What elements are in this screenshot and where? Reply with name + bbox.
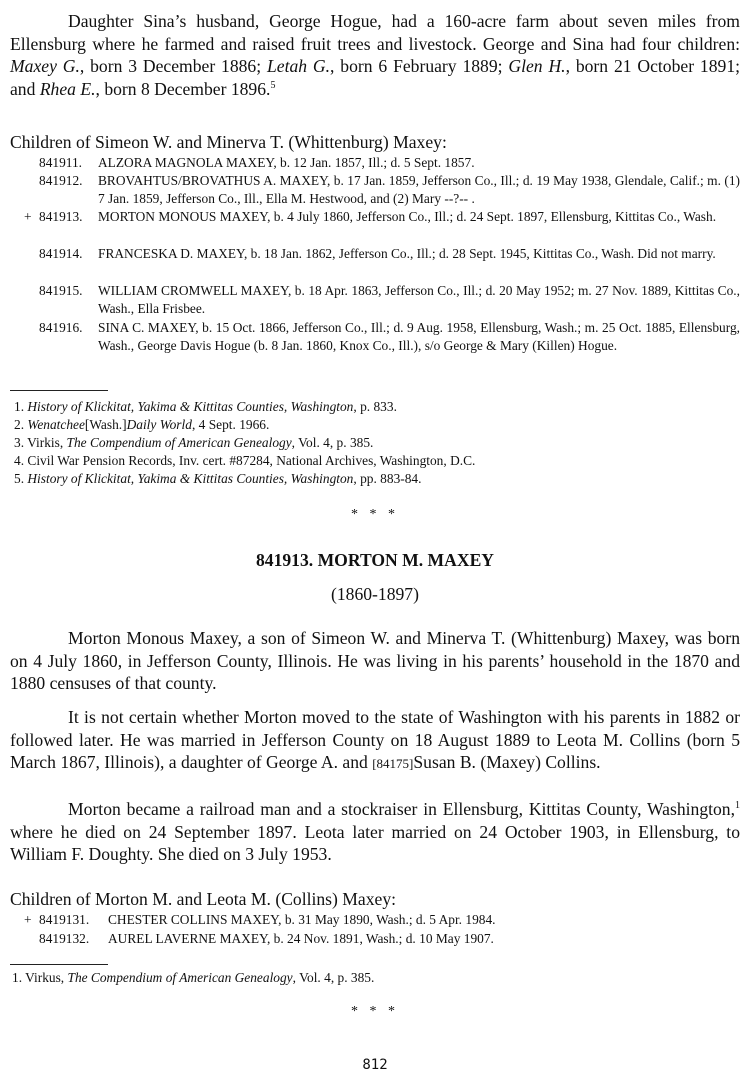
footnote: 1. Virkus, The Compendium of American Genealogy, Vol. 4, p. 385.: [12, 970, 375, 985]
children-intro-morton: Children of Morton M. and Leota M. (Collins) Maxey:: [10, 889, 397, 909]
paragraph-morton-death: Morton became a railroad man and a stockraiser in Ellensburg, Kittitas County, Washington,$^1$ where he died on 24 September 1897. Leota later married on 24 October 1903, in Ellensburg, to William F. Doughty. She died on 3 July 1953.: [10, 799, 740, 865]
footnote: 5. History of Klickitat, Yakima & Kittitas Counties, Washington, pp. 883-84.: [14, 471, 422, 486]
section-separator: * * *: [351, 1004, 399, 1019]
paragraph-morton-marriage: It is not certain whether Morton moved to the state of Washington with his parents in 1882 or followed later. He was married in Jefferson County on 18 August 1889 to Leota M. Collins (born 5 March 1867, Illinois), a daughter of George A. and [84175]Susan B. (Maxey) Collins.: [10, 707, 740, 773]
child-entry: + 8419131. CHESTER COLLINS MAXEY, b. 31 May 1890, Wash.; d. 5 Apr. 1984.: [24, 912, 496, 927]
page-number: 812: [362, 1057, 388, 1073]
section-heading: 841913. MORTON M. MAXEY: [255, 550, 495, 570]
footnote-ref-5: 5: [270, 79, 276, 91]
footnote-rule: [10, 390, 108, 391]
paragraph-morton-birth: Morton Monous Maxey, a son of Simeon W. and Minerva T. (Whittenburg) Maxey, was born on 4 July 1860, in Jefferson County, Illinois. He was living in his parents’ household in the 1870 and 1880 censuses of that county.: [10, 628, 740, 694]
footnote: 2. Wenatchee[Wash.]Daily World, 4 Sept. 1966.: [14, 417, 270, 432]
paragraph-sina-hogue: Daughter Sina’s husband, George Hogue, had a 160-acre farm about seven miles from Ellensburg where he farmed and raised fruit trees and livestock. George and Sina had four children: Maxey G., born 3 December 1886; Letah G., born 6 February 1889; Glen H., born 21 October 1891; and Rhea E., born 8 December 1896.$^5$: [10, 11, 741, 99]
child-entry: 841914. FRANCESKA D. MAXEY, b. 18 Jan. 1862, Jefferson Co., Ill.; d. 28 Sept. 1945, Kittitas Co., Wash. Did not marry.: [39, 246, 716, 261]
child-entry: 841916. SINA C. MAXEY, b. 15 Oct. 1866, Jefferson Co., Ill.; d. 9 Aug. 1958, Ellensburg, Wash.; m. 25 Oct. 1885, Ellensburg, Wash., George Davis Hogue (b. 8 Jan. 1860, Knox Co., Ill.), s/o George & Mary (Killen) Hogue.: [39, 320, 740, 353]
cross-reference: [84175]: [372, 756, 414, 772]
footnote-ref-1: 1: [735, 800, 740, 812]
child-entry: 841911. ALZORA MAGNOLA MAXEY, b. 12 Jan. 1857, Ill.; d. 5 Sept. 1857.: [39, 155, 475, 170]
child-entry: + 841913. MORTON MONOUS MAXEY, b. 4 July 1860, Jefferson Co., Ill.; d. 24 Sept. 1897, Ellensburg, Kittitas Co., Wash.: [24, 209, 717, 224]
section-dates: (1860-1897): [331, 584, 419, 604]
footnote: 4. Civil War Pension Records, Inv. cert. #87284, National Archives, Washington, D.C.: [14, 453, 476, 468]
footnote-rule: [10, 964, 108, 965]
child-entry: 8419132. AUREL LAVERNE MAXEY, b. 24 Nov. 1891, Wash.; d. 10 May 1907.: [39, 931, 494, 946]
footnote: 3. Virkis, The Compendium of American Genealogy, Vol. 4, p. 385.: [14, 435, 374, 450]
section-separator: * * *: [351, 507, 399, 522]
child-entry: 841912. BROVAHTUS/BROVATHUS A. MAXEY, b. 17 Jan. 1859, Jefferson Co., Ill.; d. 19 May 1938, Glendale, Calif.; m. (1) 7 Jan. 1859, Jefferson Co., Ill., Ella M. Hestwood, and (2) Mary --?-- .: [39, 173, 740, 206]
footnote: 1. History of Klickitat, Yakima & Kittitas Counties, Washington, p. 833.: [14, 399, 397, 414]
children-intro-simeon: Children of Simeon W. and Minerva T. (Whittenburg) Maxey:: [10, 132, 447, 152]
child-entry: 841915. WILLIAM CROMWELL MAXEY, b. 18 Apr. 1863, Jefferson Co., Ill.; d. 20 May 1952; m. 27 Nov. 1889, Kittitas Co., Wash., Ella Frisbee.: [39, 283, 740, 316]
